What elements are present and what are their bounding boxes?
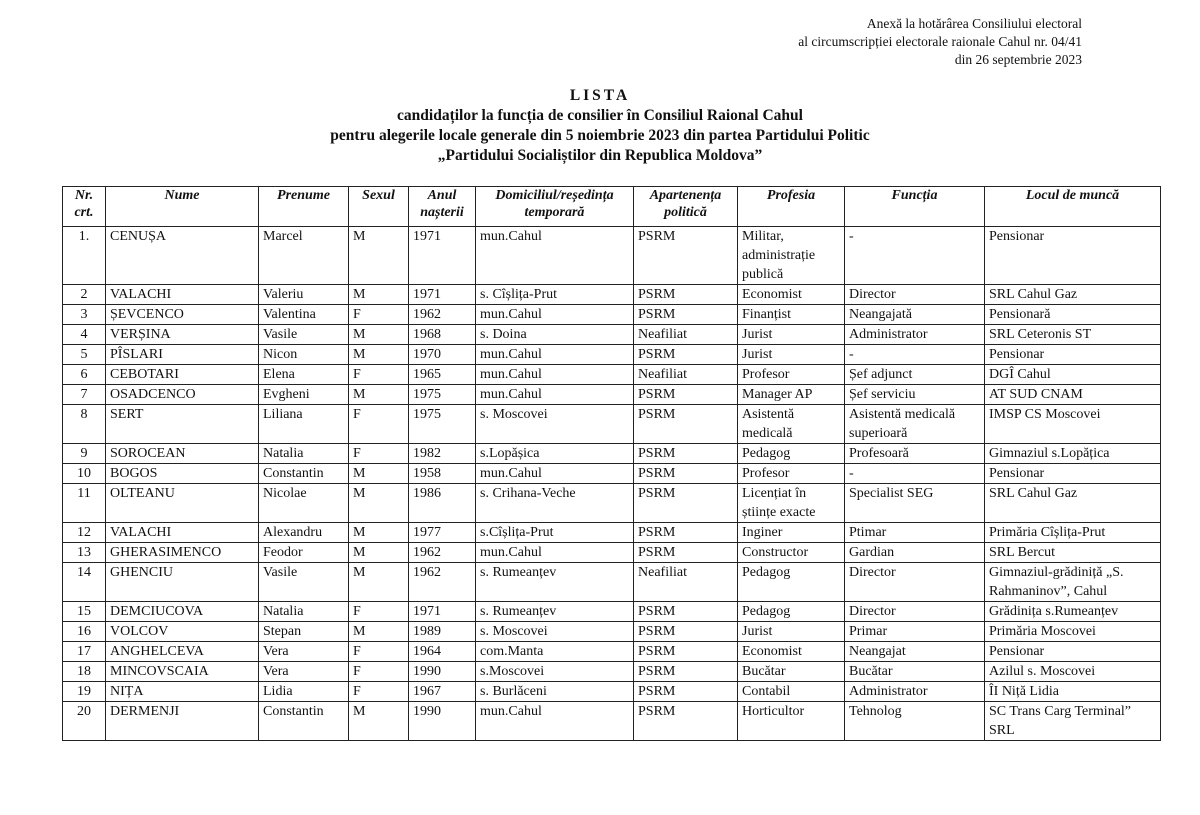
cell-functia: Specialist SEG xyxy=(845,484,985,523)
cell-functia: Profesoară xyxy=(845,444,985,464)
cell-prenume: Valeriu xyxy=(259,285,349,305)
title-line-2: candidaților la funcția de consilier în Consiliul Raional Cahul xyxy=(397,107,803,124)
table-row xyxy=(63,385,1161,405)
table-row xyxy=(63,464,1161,484)
cell-domiciliu: s.Lopășica xyxy=(476,444,634,464)
cell-nume: ANGHELCEVA xyxy=(106,642,259,662)
cell-anul: 1958 xyxy=(409,464,476,484)
cell-profesia: Bucătar xyxy=(738,662,845,682)
cell-domiciliu: mun.Cahul xyxy=(476,227,634,285)
cell-prenume: Stepan xyxy=(259,622,349,642)
cell-apartenenta: PSRM xyxy=(634,345,738,365)
cell-profesia: Profesor xyxy=(738,365,845,385)
cell-anul: 1962 xyxy=(409,305,476,325)
cell-profesia: Pedagog xyxy=(738,444,845,464)
cell-profesia: Jurist xyxy=(738,622,845,642)
cell-anul: 1962 xyxy=(409,563,476,602)
cell-apartenenta: PSRM xyxy=(634,305,738,325)
cell-apartenenta: PSRM xyxy=(634,464,738,484)
table-row xyxy=(63,543,1161,563)
cell-profesia: Economist xyxy=(738,642,845,662)
cell-profesia: Asistentă medicală xyxy=(738,405,845,444)
cell-prenume: Constantin xyxy=(259,702,349,741)
cell-sexul: M xyxy=(349,325,409,345)
cell-sexul: M xyxy=(349,227,409,285)
table-row xyxy=(63,682,1161,702)
cell-anul: 1967 xyxy=(409,682,476,702)
cell-prenume: Feodor xyxy=(259,543,349,563)
cell-anul: 1975 xyxy=(409,405,476,444)
cell-domiciliu: s.Cîșlița-Prut xyxy=(476,523,634,543)
cell-nr: 2 xyxy=(63,285,106,305)
cell-nume: CENUȘA xyxy=(106,227,259,285)
cell-functia: Asistentă medicală superioară xyxy=(845,405,985,444)
cell-anul: 1962 xyxy=(409,543,476,563)
cell-sexul: M xyxy=(349,622,409,642)
annex-header xyxy=(798,15,1082,69)
cell-locul: Primăria Moscovei xyxy=(985,622,1161,642)
cell-domiciliu: s. Doina xyxy=(476,325,634,345)
header-nr: Nr. crt. xyxy=(63,187,106,227)
cell-sexul: M xyxy=(349,523,409,543)
cell-profesia: Pedagog xyxy=(738,602,845,622)
cell-locul: DGÎ Cahul xyxy=(985,365,1161,385)
header-profesia: Profesia xyxy=(738,187,845,227)
cell-sexul: M xyxy=(349,702,409,741)
annex-line-2: al circumscripției electorale raionale Cahul nr. 04/41 xyxy=(798,34,1082,49)
cell-apartenenta: PSRM xyxy=(634,405,738,444)
cell-apartenenta: PSRM xyxy=(634,662,738,682)
table-row xyxy=(63,227,1161,285)
cell-anul: 1965 xyxy=(409,365,476,385)
cell-anul: 1971 xyxy=(409,602,476,622)
header-nume: Nume xyxy=(106,187,259,227)
cell-locul: ÎI Niță Lidia xyxy=(985,682,1161,702)
cell-locul: SRL Bercut xyxy=(985,543,1161,563)
cell-locul: Pensionară xyxy=(985,305,1161,325)
cell-nr: 15 xyxy=(63,602,106,622)
cell-anul: 1968 xyxy=(409,325,476,345)
cell-prenume: Vasile xyxy=(259,325,349,345)
header-domiciliu: Domiciliul/reședința temporară xyxy=(476,187,634,227)
cell-prenume: Elena xyxy=(259,365,349,385)
header-sexul: Sexul xyxy=(349,187,409,227)
cell-domiciliu: s. Moscovei xyxy=(476,622,634,642)
cell-profesia: Licențiat în științe exacte xyxy=(738,484,845,523)
cell-prenume: Evgheni xyxy=(259,385,349,405)
document-title xyxy=(0,86,1200,166)
cell-anul: 1989 xyxy=(409,622,476,642)
cell-sexul: M xyxy=(349,464,409,484)
cell-nume: OSADCENCO xyxy=(106,385,259,405)
cell-nume: PÎSLARI xyxy=(106,345,259,365)
cell-nume: VOLCOV xyxy=(106,622,259,642)
header-apartenenta: Apartenența politică xyxy=(634,187,738,227)
table-row xyxy=(63,405,1161,444)
cell-nume: ȘEVCENCO xyxy=(106,305,259,325)
table-row xyxy=(63,563,1161,602)
title-lista: LISTA xyxy=(569,87,631,104)
cell-profesia: Jurist xyxy=(738,345,845,365)
cell-apartenenta: PSRM xyxy=(634,682,738,702)
cell-apartenenta: Neafiliat xyxy=(634,365,738,385)
cell-apartenenta: Neafiliat xyxy=(634,325,738,345)
cell-locul: Primăria Cîșlița-Prut xyxy=(985,523,1161,543)
cell-nume: VERȘINA xyxy=(106,325,259,345)
cell-profesia: Pedagog xyxy=(738,563,845,602)
cell-apartenenta: PSRM xyxy=(634,484,738,523)
table-row xyxy=(63,602,1161,622)
header-prenume: Prenume xyxy=(259,187,349,227)
cell-functia: Director xyxy=(845,285,985,305)
cell-anul: 1982 xyxy=(409,444,476,464)
title-line-4: „Partidului Socialiștilor din Republica Moldova” xyxy=(437,147,763,164)
cell-nr: 18 xyxy=(63,662,106,682)
cell-nr: 11 xyxy=(63,484,106,523)
cell-anul: 1970 xyxy=(409,345,476,365)
cell-nume: VALACHI xyxy=(106,285,259,305)
cell-nr: 6 xyxy=(63,365,106,385)
cell-sexul: M xyxy=(349,285,409,305)
cell-nr: 20 xyxy=(63,702,106,741)
header-functia: Funcția xyxy=(845,187,985,227)
cell-functia: Gardian xyxy=(845,543,985,563)
cell-apartenenta: PSRM xyxy=(634,642,738,662)
cell-domiciliu: s.Moscovei xyxy=(476,662,634,682)
cell-locul: SRL Ceteronis ST xyxy=(985,325,1161,345)
cell-apartenenta: PSRM xyxy=(634,543,738,563)
cell-domiciliu: mun.Cahul xyxy=(476,464,634,484)
cell-apartenenta: PSRM xyxy=(634,385,738,405)
cell-anul: 1990 xyxy=(409,662,476,682)
cell-anul: 1986 xyxy=(409,484,476,523)
cell-anul: 1990 xyxy=(409,702,476,741)
cell-functia: Primar xyxy=(845,622,985,642)
cell-locul: Pensionar xyxy=(985,642,1161,662)
annex-line-1: Anexă la hotărârea Consiliului electoral xyxy=(866,16,1082,31)
cell-nume: VALACHI xyxy=(106,523,259,543)
candidates-table xyxy=(62,186,1161,741)
cell-locul: Gimnaziul s.Lopățica xyxy=(985,444,1161,464)
cell-prenume: Vasile xyxy=(259,563,349,602)
cell-profesia: Finanțist xyxy=(738,305,845,325)
cell-locul: Pensionar xyxy=(985,227,1161,285)
cell-nume: GHENCIU xyxy=(106,563,259,602)
table-row xyxy=(63,305,1161,325)
cell-sexul: F xyxy=(349,365,409,385)
cell-nume: DERMENJI xyxy=(106,702,259,741)
cell-nr: 13 xyxy=(63,543,106,563)
cell-nr: 17 xyxy=(63,642,106,662)
cell-sexul: M xyxy=(349,345,409,365)
annex-line-3: din 26 septembrie 2023 xyxy=(954,52,1082,67)
cell-nr: 4 xyxy=(63,325,106,345)
table-row xyxy=(63,345,1161,365)
cell-functia: Director xyxy=(845,563,985,602)
cell-apartenenta: PSRM xyxy=(634,444,738,464)
cell-nume: MINCOVSCAIA xyxy=(106,662,259,682)
cell-sexul: F xyxy=(349,305,409,325)
cell-nr: 10 xyxy=(63,464,106,484)
cell-locul: SRL Cahul Gaz xyxy=(985,285,1161,305)
cell-locul: Pensionar xyxy=(985,464,1161,484)
cell-nr: 14 xyxy=(63,563,106,602)
cell-apartenenta: PSRM xyxy=(634,285,738,305)
cell-domiciliu: s. Cîșlița-Prut xyxy=(476,285,634,305)
cell-sexul: F xyxy=(349,682,409,702)
cell-sexul: F xyxy=(349,642,409,662)
cell-prenume: Natalia xyxy=(259,602,349,622)
cell-apartenenta: PSRM xyxy=(634,227,738,285)
cell-sexul: F xyxy=(349,405,409,444)
cell-functia: Bucătar xyxy=(845,662,985,682)
cell-locul: SRL Cahul Gaz xyxy=(985,484,1161,523)
cell-locul: SC Trans Carg Terminal” SRL xyxy=(985,702,1161,741)
table-row xyxy=(63,285,1161,305)
cell-functia: Șef adjunct xyxy=(845,365,985,385)
cell-nume: BOGOS xyxy=(106,464,259,484)
cell-prenume: Constantin xyxy=(259,464,349,484)
cell-sexul: M xyxy=(349,563,409,602)
cell-profesia: Contabil xyxy=(738,682,845,702)
cell-prenume: Valentina xyxy=(259,305,349,325)
cell-locul: Pensionar xyxy=(985,345,1161,365)
cell-locul: Grădinița s.Rumeanțev xyxy=(985,602,1161,622)
cell-prenume: Marcel xyxy=(259,227,349,285)
table-row xyxy=(63,662,1161,682)
cell-prenume: Natalia xyxy=(259,444,349,464)
cell-sexul: F xyxy=(349,662,409,682)
cell-domiciliu: mun.Cahul xyxy=(476,345,634,365)
cell-functia: Administrator xyxy=(845,682,985,702)
cell-apartenenta: PSRM xyxy=(634,622,738,642)
cell-domiciliu: s. Rumeanțev xyxy=(476,602,634,622)
cell-domiciliu: s. Rumeanțev xyxy=(476,563,634,602)
cell-sexul: F xyxy=(349,602,409,622)
cell-anul: 1971 xyxy=(409,285,476,305)
table-row xyxy=(63,325,1161,345)
cell-locul: IMSP CS Moscovei xyxy=(985,405,1161,444)
cell-profesia: Militar, administrație publică xyxy=(738,227,845,285)
cell-nume: NIȚA xyxy=(106,682,259,702)
cell-prenume: Liliana xyxy=(259,405,349,444)
cell-functia: Administrator xyxy=(845,325,985,345)
cell-nr: 19 xyxy=(63,682,106,702)
cell-functia: Ptimar xyxy=(845,523,985,543)
cell-domiciliu: s. Moscovei xyxy=(476,405,634,444)
cell-nr: 9 xyxy=(63,444,106,464)
header-anul: Anul nașterii xyxy=(409,187,476,227)
cell-prenume: Nicon xyxy=(259,345,349,365)
table-row xyxy=(63,365,1161,385)
cell-functia: - xyxy=(845,464,985,484)
cell-nr: 16 xyxy=(63,622,106,642)
table-row xyxy=(63,484,1161,523)
cell-apartenenta: Neafiliat xyxy=(634,563,738,602)
cell-domiciliu: s. Burlăceni xyxy=(476,682,634,702)
cell-anul: 1971 xyxy=(409,227,476,285)
table-row xyxy=(63,523,1161,543)
cell-prenume: Lidia xyxy=(259,682,349,702)
cell-apartenenta: PSRM xyxy=(634,602,738,622)
cell-functia: Șef serviciu xyxy=(845,385,985,405)
cell-domiciliu: mun.Cahul xyxy=(476,385,634,405)
cell-sexul: M xyxy=(349,543,409,563)
cell-functia: Neangajată xyxy=(845,305,985,325)
cell-functia: - xyxy=(845,345,985,365)
cell-domiciliu: s. Crihana-Veche xyxy=(476,484,634,523)
cell-domiciliu: mun.Cahul xyxy=(476,305,634,325)
table-row xyxy=(63,642,1161,662)
cell-profesia: Profesor xyxy=(738,464,845,484)
header-locul: Locul de muncă xyxy=(985,187,1161,227)
cell-prenume: Vera xyxy=(259,642,349,662)
cell-locul: AT SUD CNAM xyxy=(985,385,1161,405)
cell-nr: 12 xyxy=(63,523,106,543)
cell-prenume: Nicolae xyxy=(259,484,349,523)
cell-nr: 8 xyxy=(63,405,106,444)
cell-sexul: M xyxy=(349,484,409,523)
cell-functia: - xyxy=(845,227,985,285)
cell-profesia: Inginer xyxy=(738,523,845,543)
cell-domiciliu: mun.Cahul xyxy=(476,365,634,385)
cell-nume: SERT xyxy=(106,405,259,444)
cell-locul: Azilul s. Moscovei xyxy=(985,662,1161,682)
cell-nume: SOROCEAN xyxy=(106,444,259,464)
table-body xyxy=(63,227,1161,741)
cell-domiciliu: com.Manta xyxy=(476,642,634,662)
cell-nr: 3 xyxy=(63,305,106,325)
cell-nume: GHERASIMENCO xyxy=(106,543,259,563)
cell-nume: OLTEANU xyxy=(106,484,259,523)
cell-nume: DEMCIUCOVA xyxy=(106,602,259,622)
cell-apartenenta: PSRM xyxy=(634,523,738,543)
cell-nr: 5 xyxy=(63,345,106,365)
cell-anul: 1964 xyxy=(409,642,476,662)
table-header-row xyxy=(63,187,1161,227)
cell-functia: Neangajat xyxy=(845,642,985,662)
table-row xyxy=(63,702,1161,741)
cell-profesia: Economist xyxy=(738,285,845,305)
cell-locul: Gimnaziul-grădiniță „S. Rahmaninov”, Cahul xyxy=(985,563,1161,602)
table-row xyxy=(63,444,1161,464)
cell-sexul: F xyxy=(349,444,409,464)
cell-sexul: M xyxy=(349,385,409,405)
cell-nume: CEBOTARI xyxy=(106,365,259,385)
cell-nr: 7 xyxy=(63,385,106,405)
cell-domiciliu: mun.Cahul xyxy=(476,702,634,741)
cell-prenume: Vera xyxy=(259,662,349,682)
table-row xyxy=(63,622,1161,642)
cell-profesia: Constructor xyxy=(738,543,845,563)
cell-profesia: Jurist xyxy=(738,325,845,345)
cell-profesia: Manager AP xyxy=(738,385,845,405)
cell-profesia: Horticultor xyxy=(738,702,845,741)
cell-functia: Tehnolog xyxy=(845,702,985,741)
cell-anul: 1975 xyxy=(409,385,476,405)
cell-nr: 1. xyxy=(63,227,106,285)
cell-functia: Director xyxy=(845,602,985,622)
cell-anul: 1977 xyxy=(409,523,476,543)
cell-apartenenta: PSRM xyxy=(634,702,738,741)
cell-domiciliu: mun.Cahul xyxy=(476,543,634,563)
cell-prenume: Alexandru xyxy=(259,523,349,543)
title-line-3: pentru alegerile locale generale din 5 noiembrie 2023 din partea Partidului Politic xyxy=(330,127,870,144)
